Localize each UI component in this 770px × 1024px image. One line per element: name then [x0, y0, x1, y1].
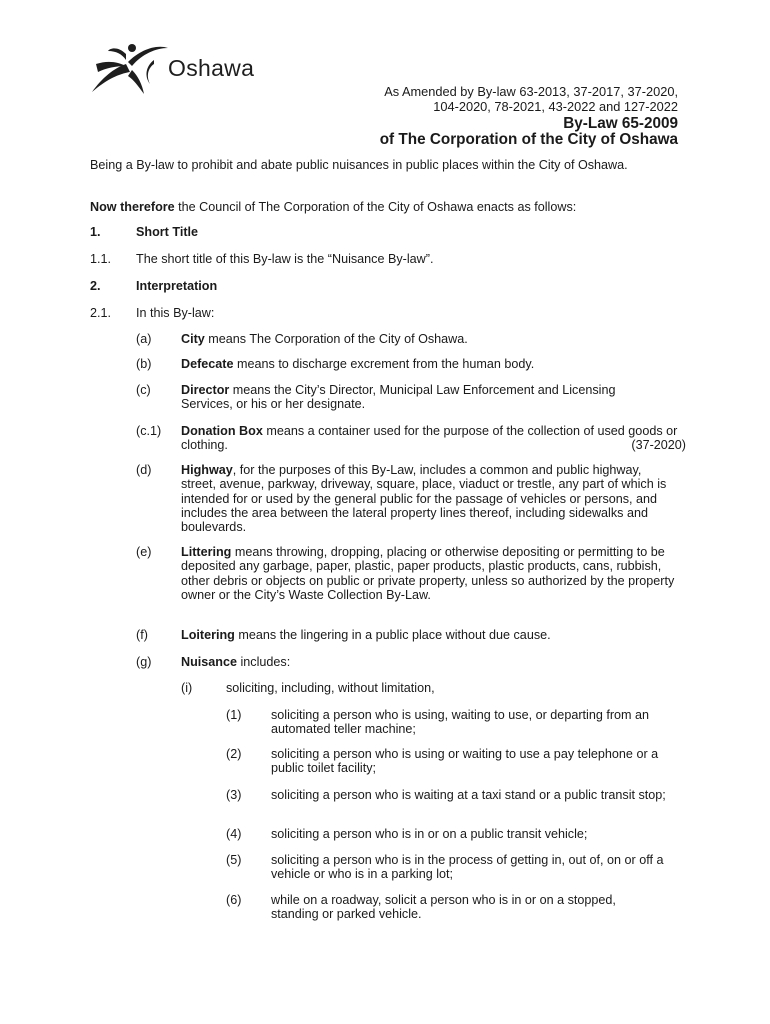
definition-label: (c.1) [136, 424, 162, 438]
soliciting-item-text: while on a roadway, solicit a person who is in or on a stopped, standing or parked vehicle. [271, 893, 616, 922]
definition-nuisance [181, 655, 686, 669]
nuisance-subclause-label: (i) [181, 681, 193, 695]
enacting-clause-text: the Council of The Corporation of the City of Oshawa enacts as follows: [174, 200, 577, 214]
soliciting-item-label: (2) [226, 747, 242, 761]
section-2-1-number: 2.1. [90, 306, 112, 320]
bylaw-corporation-title: of The Corporation of the City of Oshawa [379, 131, 678, 148]
definition-term: Littering [181, 545, 232, 559]
definition-text: means the City’s Director, Municipal Law Enforcement and Licensing Services, or his or her designate. [181, 383, 616, 412]
soliciting-item-text: soliciting a person who is in the process of getting in, out of, on or off a vehicle or who is in a parking lot; [271, 853, 664, 882]
section-1-title: Short Title [136, 225, 199, 239]
soliciting-item-text: soliciting a person who is waiting at a taxi stand or a public transit stop; [271, 788, 666, 802]
definition-term: Director [181, 383, 230, 397]
definition-highway [181, 463, 677, 534]
definition-text: means to discharge excrement from the human body. [233, 357, 535, 371]
enacting-clause [90, 200, 690, 214]
soliciting-item-text: soliciting a person who is in or on a public transit vehicle; [271, 827, 588, 841]
definition-defecate [181, 357, 686, 371]
soliciting-item-text: soliciting a person who is using or waiting to use a pay telephone or a public toilet facility; [271, 747, 659, 776]
definition-label: (b) [136, 357, 152, 371]
amendment-reference: (37-2020) [631, 438, 686, 452]
section-2-1-text: In this By-law: [136, 306, 215, 320]
definition-city [181, 332, 686, 346]
definition-donation-box [181, 424, 686, 453]
definition-term: Defecate [181, 357, 234, 371]
definition-littering [181, 545, 677, 602]
definition-term: Donation Box [181, 424, 263, 438]
soliciting-item-text: soliciting a person who is using, waiting to use, or departing from an automated teller machine; [271, 708, 650, 737]
definition-text: means throwing, dropping, placing or otherwise depositing or permitting to be deposited any garbage, paper, plastic, paper products, plastic products, cans, rubbish, other debris or objects on public or private property, unless so authorized by the property owner or the City’s Waste Collection By-Law. [181, 545, 675, 602]
amendment-line-1: As Amended by By-law 63-2013, 37-2017, 37-2020, [384, 84, 678, 99]
definition-text: means a container used for the purpose of the collection of used goods or clothing. [181, 424, 678, 453]
definition-label: (d) [136, 463, 152, 477]
section-1-1-number: 1.1. [90, 252, 112, 266]
definition-director [181, 383, 661, 412]
definition-label: (f) [136, 628, 148, 642]
enacting-clause-lead: Now therefore [90, 200, 175, 214]
nuisance-subclause-text: soliciting, including, without limitation, [226, 681, 435, 695]
soliciting-item-label: (4) [226, 827, 242, 841]
logo-wordmark: Oshawa [168, 55, 255, 81]
soliciting-item-label: (3) [226, 788, 242, 802]
definition-label: (a) [136, 332, 152, 346]
definition-loitering [181, 628, 686, 642]
definition-text: means the lingering in a public place without due cause. [234, 628, 551, 642]
definition-term: Highway [181, 463, 233, 477]
bylaw-number: By-Law 65-2009 [563, 115, 678, 132]
soliciting-item-label: (6) [226, 893, 242, 907]
definition-term: City [181, 332, 205, 346]
definition-text: means The Corporation of the City of Oshawa. [204, 332, 468, 346]
definition-text: , for the purposes of this By-Law, includes a common and public highway, street, avenue, parkway, driveway, square, place, viaduct or trestle, any part of which is intended for or used by the general public for the passage of vehicles or persons, and includes the area between the lateral property lines thereof, including sidewalks and boulevards. [181, 463, 667, 535]
amendment-line-2: 104-2020, 78-2021, 43-2022 and 127-2022 [433, 99, 678, 114]
definition-label: (g) [136, 655, 152, 669]
soliciting-item-label: (5) [226, 853, 242, 867]
bylaw-purpose: Being a By-law to prohibit and abate public nuisances in public places within the City of Oshawa. [90, 158, 628, 172]
definition-text: includes: [237, 655, 291, 669]
section-2-title: Interpretation [136, 279, 218, 293]
definition-label: (c) [136, 383, 151, 397]
soliciting-item-label: (1) [226, 708, 242, 722]
definition-label: (e) [136, 545, 152, 559]
definition-term: Nuisance [181, 655, 237, 669]
section-1-number: 1. [90, 225, 101, 239]
definition-term: Loitering [181, 628, 235, 642]
section-1-1-text: The short title of this By-law is the “Nuisance By-law”. [136, 252, 434, 266]
section-2-number: 2. [90, 279, 101, 293]
